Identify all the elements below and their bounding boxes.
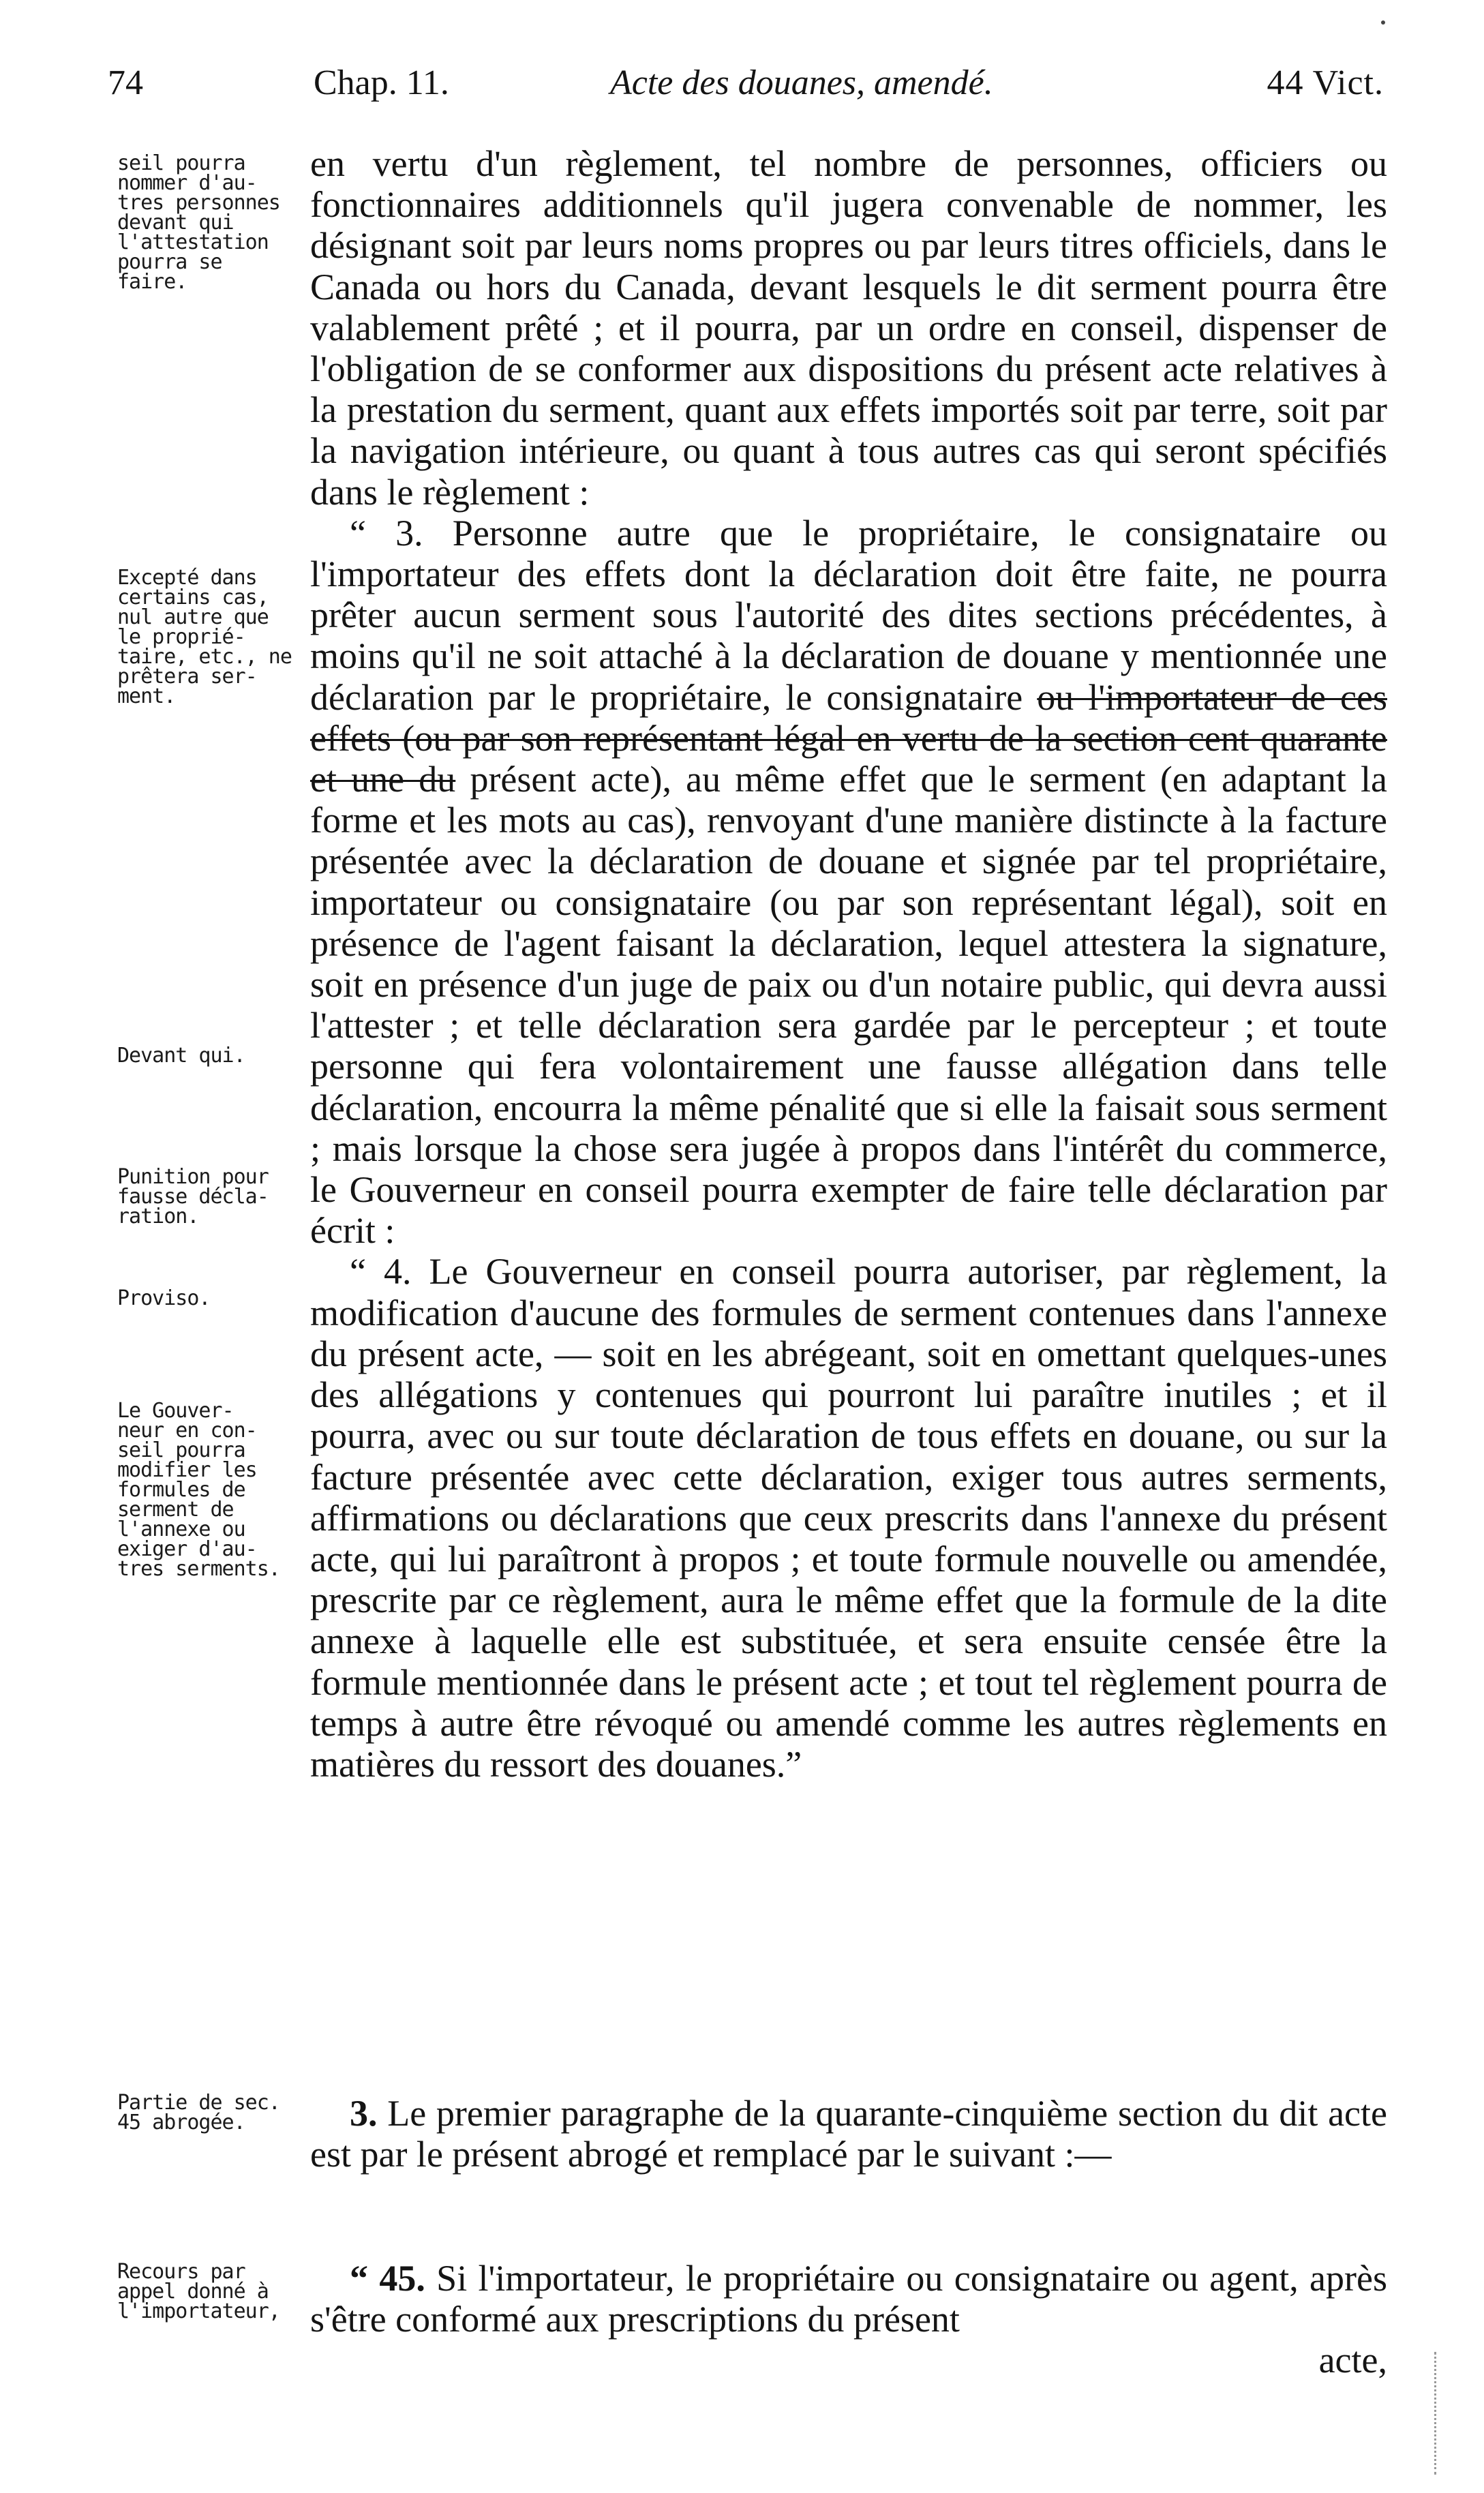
margin-note-appeal: Recours par appel donné à l'importateur,: [117, 2260, 280, 2323]
margin-note-other-persons: seil pourra nommer d'au- tres personnes devant qui l'attestation pourra se faire.: [117, 151, 280, 294]
section-number-3: 3.: [350, 2093, 378, 2134]
struck-through-text: ou l'importateur de ces effets (ou par son représentant légal en vertu de la section cent quarante et une du: [310, 676, 1388, 800]
margin-note-proviso: Proviso.: [117, 1286, 211, 1310]
ink-speck: [1381, 20, 1385, 25]
section-3-text-b: présent acte), au même effet que le serment (en adaptant la forme et les mots au cas), renvoyant d'une manière distincte à la facture présentée avec la déclaration de douane et signée par tel propriétaire, importateur ou consignataire (ou par son représentant légal), soit en présence de l'agent faisant la déclaration, lequel attestera la signature, soit en présence d'un juge de paix ou d'un notaire public, qui devra aussi l'attester ; et telle déclaration sera gardée par le percepteur ; et toute personne qui fera volontairement une fausse allégation dans telle déclaration, encourra la même pénalité que si elle la faisait sous serment ; mais lorsque la chose sera jugée à propos dans l'intérêt du commerce, le Gouverneur en conseil pourra exempter de faire telle déclaration par écrit :: [310, 759, 1387, 1252]
main-text-block: [310, 143, 1387, 1785]
margin-note-false-declaration: Punition pour fausse décla- ration.: [117, 1165, 269, 1228]
section-3-text-a: “ 3. Personne autre que le propriétaire, le consignataire ou l'importateur des effets dont la déclaration doit être faite, ne pourra prêter aucun serment sous l'autorité des dites sections précédentes, à moins qu'il ne soit attaché à la déclaration de douane y mentionnée une déclaration par le propriétaire, le consignataire: [310, 512, 1387, 718]
section-number-45: “ 45.: [350, 2258, 425, 2299]
catchword: acte,: [1318, 2340, 1387, 2381]
margin-note-governor-forms: Le Gouver- neur en con- seil pourra modifier les formules de serment de l'annexe ou exiger d'au- tres serments.: [117, 1399, 280, 1581]
amendment-3-text: Le premier paragraphe de la quarante-cinquième section du dit acte est par le présent abrogé et remplacé par le suivant :—: [310, 2093, 1387, 2175]
page-number: 74: [108, 63, 143, 102]
chapter-label: Chap. 11.: [314, 63, 449, 102]
section-3-amendment: [310, 2093, 1387, 2175]
paragraph-section-4: “ 4. Le Gouverneur en conseil pourra autoriser, par règlement, la modification d'aucune des formules de serment contenues dans l'annexe du présent acte, — soit en les abrégeant, soit en omettant quelques-unes des allégations y contenues qui pourront lui paraître inutiles ; et il pourra, avec ou sur toute déclaration de tous effets en douane, ou sur la facture présentée avec cette déclaration, exiger tous autres serments, affirmations ou déclarations que ceux prescrits dans l'annexe du présent acte, qui lui paraîtront à propos ; et toute formule nouvelle ou amendée, prescrite par ce règlement, aura le même effet que la formule de la dite annexe à laquelle elle est substituée, et sera ensuite censée être la formule mentionnée dans le présent acte ; et tout tel règlement pourra de temps à autre être révoqué ou amendé comme les autres règlements en matières du ressort des douanes.”: [310, 1251, 1387, 1785]
regnal-year: 44 Vict.: [1267, 63, 1384, 102]
paragraph-amendment-3: [310, 2093, 1387, 2175]
paragraph-section-3: [310, 513, 1387, 1252]
paragraph-section-45: [310, 2258, 1387, 2340]
margin-note-section-repealed: Partie de sec. 45 abrogée.: [117, 2091, 280, 2134]
margin-note-before-whom: Devant qui.: [117, 1044, 245, 1068]
edge-dotted-mark: [1434, 2352, 1443, 2475]
paragraph-continuation: en vertu d'un règlement, tel nombre de personnes, officiers ou fonctionnaires additionnels qu'il jugera convenable de nommer, les désignant soit par leurs noms propres ou par leurs titres officiels, dans le Canada ou hors du Canada, devant lesquels le dit serment pourra être valablement prêté ; et il pourra, par un ordre en conseil, dispenser de l'obligation de se conformer aux dispositions du présent acte relatives à la prestation du serment, quant aux effets importés soit par terre, soit par la navigation intérieure, ou quant à tous autres cas qui seront spécifiés dans le règlement :: [310, 143, 1387, 513]
margin-note-except-certain-cases: Excepté dans certains cas, nul autre que le proprié- taire, etc., ne prêtera ser- ment.: [117, 566, 292, 708]
section-45-body: Si l'importateur, le propriétaire ou consignataire ou agent, après s'être conformé aux prescriptions du présent: [310, 2258, 1387, 2340]
running-header: [102, 56, 1384, 110]
section-45-text: [310, 2258, 1387, 2381]
act-title: Acte des douanes, amendé.: [610, 63, 993, 102]
